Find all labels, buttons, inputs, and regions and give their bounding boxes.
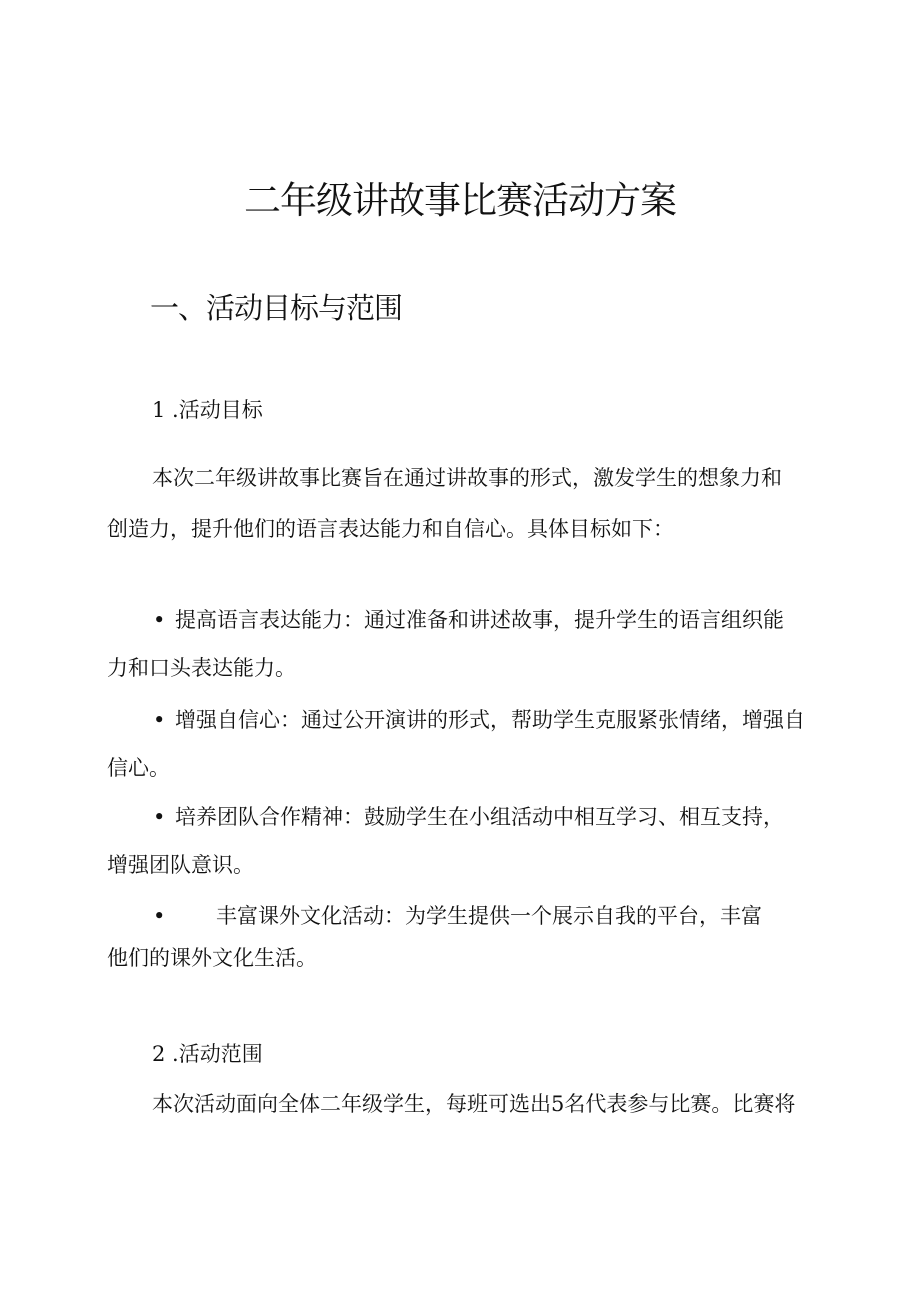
bullet-icon: • <box>153 608 166 632</box>
bullet-4-line-1: 丰富课外文化活动：为学生提供一个展示自我的平台，丰富 <box>216 904 762 928</box>
section-heading-1: 一、活动目标与范围 <box>150 291 403 325</box>
bullet-icon: • <box>153 805 166 829</box>
bullet-4-line-2: 他们的课外文化生活。 <box>107 946 317 970</box>
subsection-heading-scope: 2 .活动范围 <box>152 1042 263 1066</box>
bullet-2-line-2: 信心。 <box>107 756 170 780</box>
bullet-3-line-2: 增强团队意识。 <box>107 853 254 877</box>
bullet-1-line-1: 提高语言表达能力：通过准备和讲述故事，提升学生的语言组织能 <box>175 608 784 632</box>
scope-line-1: 本次活动面向全体二年级学生，每班可选出5名代表参与比赛。比赛将 <box>152 1092 796 1116</box>
bullet-2-line-1: 增强自信心：通过公开演讲的形式，帮助学生克服紧张情绪，增强自 <box>175 708 805 732</box>
bullet-3-line-1: 培养团队合作精神：鼓励学生在小组活动中相互学习、相互支持， <box>175 805 784 829</box>
intro-line-2: 创造力，提升他们的语言表达能力和自信心。具体目标如下： <box>107 517 674 541</box>
bullet-1-line-2: 力和口头表达能力。 <box>107 656 296 680</box>
bullet-icon: • <box>153 904 166 928</box>
document-title: 二年级讲故事比赛活动方案 <box>244 179 676 222</box>
intro-line-1: 本次二年级讲故事比赛旨在通过讲故事的形式，激发学生的想象力和 <box>152 466 782 490</box>
subsection-heading-goals: 1 .活动目标 <box>152 398 263 422</box>
bullet-icon: • <box>153 708 166 732</box>
